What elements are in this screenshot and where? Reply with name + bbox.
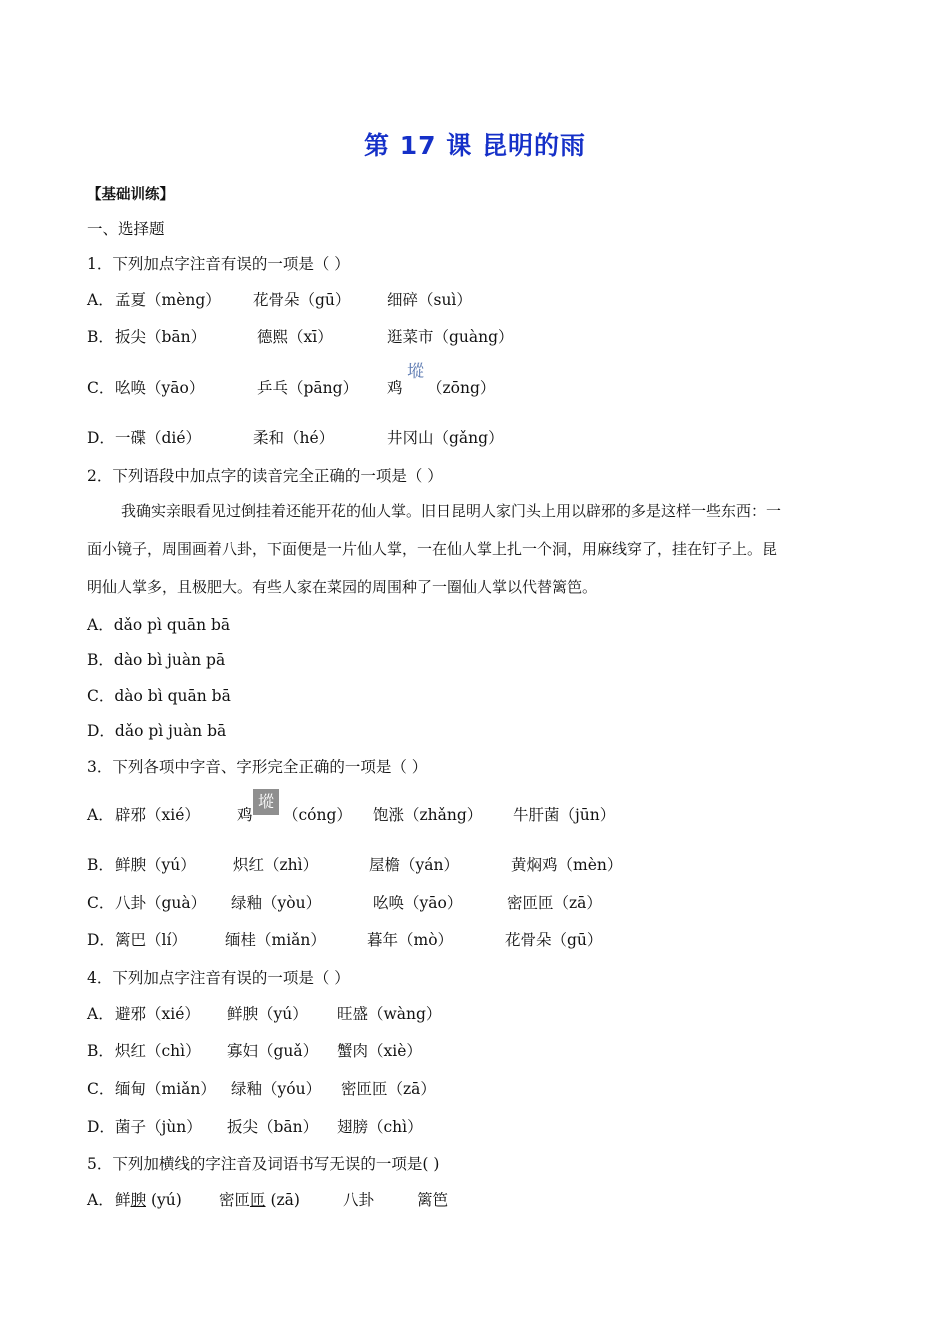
question-2-option-d: D．dǎo pì juàn bā [87,722,227,740]
question-5-stem: 5．下列加横线的字注音及词语书写无误的一项是( ) [87,1155,440,1173]
page-title: 第 17 课 昆明的雨 [364,131,586,160]
question-1-stem: 1．下列加点字注音有误的一项是（ ） [87,255,350,273]
document-page: 第 17 课 昆明的雨 【基础训练】 一、选择题 1．下列加点字注音有误的一项是（ ） A． 孟夏（mèng） 花骨朵（gū） 细碎（suì） B． 扳尖（bān） 德熙（xī） 逛菜市（guàng） C． 吆唤（yāo） 乒乓（pāng） 鸡 㙡 （zōng） D． 一碟（dié） 柔和（hé） 井冈山（gǎng） 2．下列语段中加点字的读音完全正确的一项是（ ） 我确实亲眼看见过倒挂着还能开花的仙人掌。旧日昆明人家门头上用以辟邪的多是这样一些东西：一 面小镜子，周围画着八卦，下面便是一片仙人掌，一在仙人掌上扎一个洞，用麻线穿了，挂在钉子上。昆 明仙人掌多，且极肥大。有些人家在菜园的周围种了一圈仙人掌以代替篱笆。 A．dǎo pì quān bā B．dào bì juàn pā C．dào bì quān bā D．dǎo pì juàn bā 3．下列各项中字音、字形完全正确的一项是（ ） A． 辟邪（xié） 鸡 㙡 （cóng） 饱涨（zhǎng） 牛肝菌（jūn） B． 鲜腴（yú） 炽红（zhì） 屋檐（yán） 黄焖鸡（mèn） C． 八卦（guà） 绿釉（yòu） 吆唤（yāo） 密匝匝（zā） D． 篱巴（lí） 缅桂（miǎn） 暮年（mò） 花骨朵（gū） 4．下列加点字注音有误的一项是（ ） A． 避邪（xié） 鲜腴（yú） 旺盛（wàng） B． 炽红（chì） 寡妇（guǎ） 蟹肉（xiè） C． 缅甸（miǎn） 绿釉（yóu） 密匝匝（zā） D． 菌子（jùn） 扳尖（bān） 翅膀（chì） 5．下列加横线的字注音及词语书写无误的一项是( ) A． 鲜腴 (yú) 密匝匝 (zā) 八卦 篱笆 [0,0,950,1344]
question-3-stem: 3．下列各项中字音、字形完全正确的一项是（ ） [87,758,428,776]
embedded-character-image: 㙡 [407,362,424,382]
embedded-character-image: 㙡 [253,789,279,815]
question-2-stem: 2．下列语段中加点字的读音完全正确的一项是（ ） [87,467,443,485]
question-2-option-c: C．dào bì quān bā [87,687,231,705]
question-2-option-a: A．dǎo pì quān bā [87,616,231,634]
section-label: 【基础训练】 [87,187,174,203]
question-4-stem: 4．下列加点字注音有误的一项是（ ） [87,969,350,987]
part-label: 一、选择题 [87,220,165,238]
question-2-option-b: B．dào bì juàn pā [87,651,226,669]
